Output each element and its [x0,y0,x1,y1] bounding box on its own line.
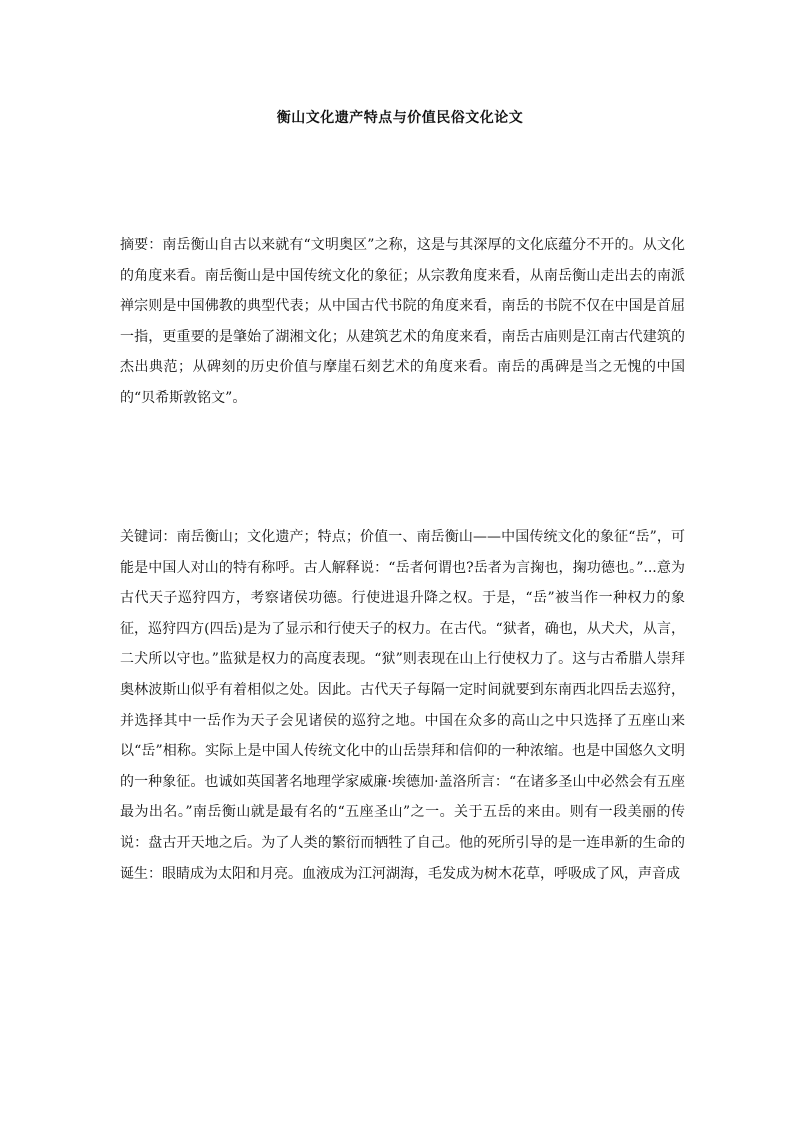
abstract-paragraph: 摘要：南岳衡山自古以来就有“文明奥区”之称，这是与其深厚的文化底蕴分不开的。从文化的角度来看。南岳衡山是中国传统文化的象征；从宗教角度来看，从南岳衡山走出去的南派禅宗则是中国佛教的典型代表；从中国古代书院的角度来看，南岳的书院不仅在中国是首屈一指，更重要的是肇始了湖湘文化；从建筑艺术的角度来看，南岳古庙则是江南古代建筑的杰出典范；从碑刻的历史价值与摩崖石刻艺术的角度来看。南岳的禹碑是当之无愧的中国的“贝希斯敦铭文”。 [120,237,685,406]
document-title: 衡山文化遗产特点与价值民俗文化论文 [276,110,524,126]
keywords-paragraph: 关键词：南岳衡山；文化遗产；特点；价值一、南岳衡山——中国传统文化的象征“岳”，可能是中国人对山的特有称呼。古人解释说：“岳者何谓也?岳者为言掬也，掬功德也。”...意为古代天子巡狩四方，考察诸侯功德。行使进退升降之权。于是，“岳”被当作一种权力的象征，巡狩四方(四岳)是为了显示和行使天子的权力。在古代。“狱者，确也，从犬犬，从言，二犬所以守也。”监狱是权力的高度表现。“狱”则表现在山上行使权力了。这与古希腊人崇拜奥林波斯山似乎有着相似之处。因此。古代天子每隔一定时间就要到东南西北四岳去巡狩，并选择其中一岳作为天子会见诸侯的巡狩之地。中国在众多的高山之中只选择了五座山来以“岳”相称。实际上是中国人传统文化中的山岳崇拜和信仰的一种浓缩。也是中国悠久文明的一种象征。也诚如英国著名地理学家威廉·埃德加·盖洛所言：“在诸多圣山中必然会有五座最为出名。”南岳衡山就是最有名的“五座圣山”之一。关于五岳的来由。则有一段美丽的传说：盘古开天地之后。为了人类的繁衍而牺牲了自己。他的死所引导的是一连串新的生命的诞生：眼睛成为太阳和月亮。血液成为江河湖海，毛发成为树木花草，呼吸成了风，声音成 [120,529,685,882]
